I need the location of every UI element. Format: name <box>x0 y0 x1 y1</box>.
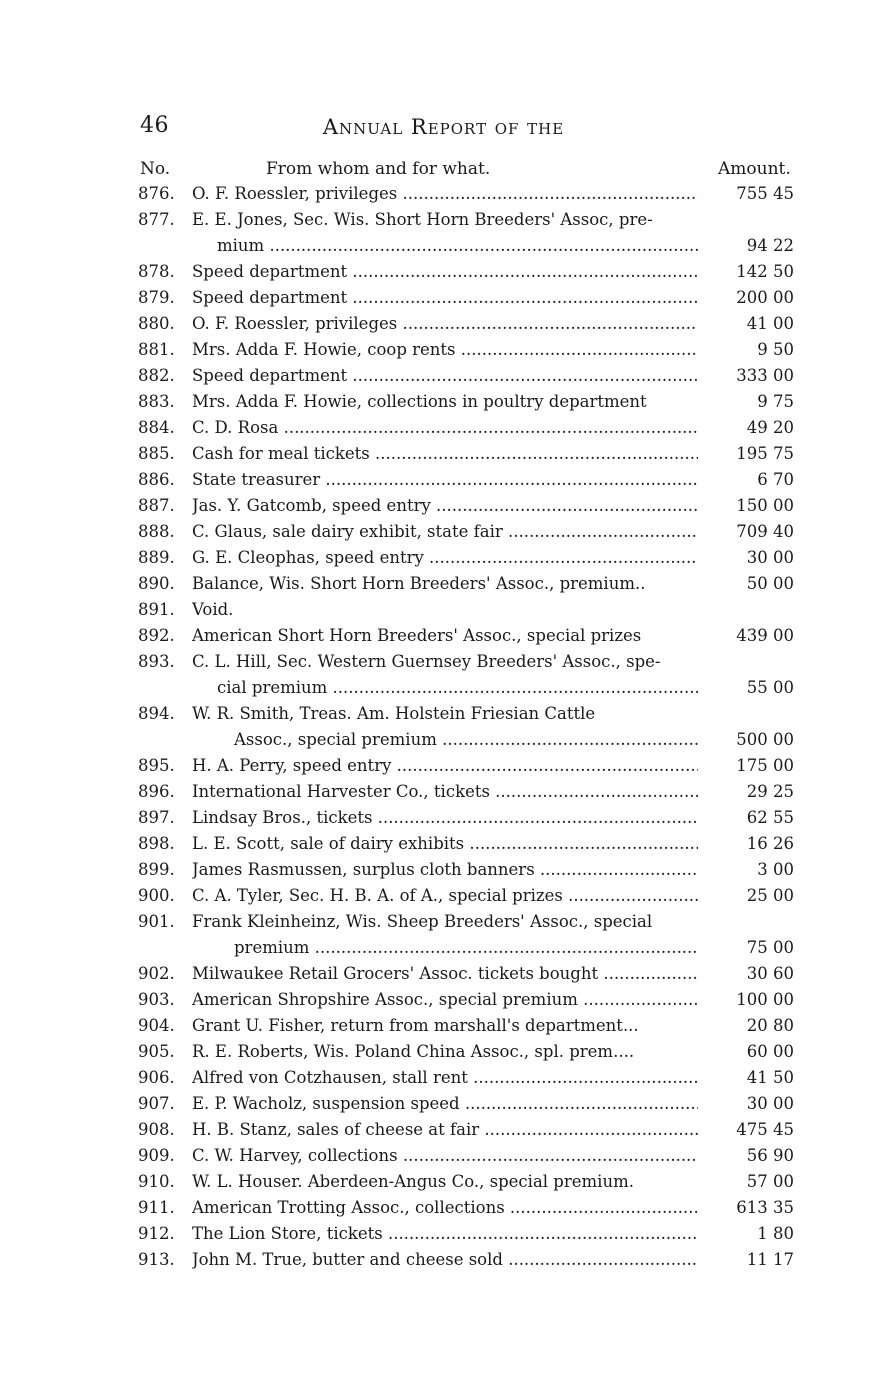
entry-number: 881. <box>138 340 175 359</box>
entry-description: Balance, Wis. Short Horn Breeders' Assoc., premium.. <box>192 574 646 593</box>
entry-amount: 20 80 <box>746 1016 794 1035</box>
entry-amount: 30 00 <box>746 548 794 567</box>
entry-number: 891. <box>138 600 175 619</box>
entry-description: H. A. Perry, speed entry ..... <box>192 753 698 779</box>
table-row <box>0 467 887 493</box>
entry-description: R. E. Roberts, Wis. Poland China Assoc., spl. prem.... <box>192 1042 635 1061</box>
entry-number: 886. <box>138 470 175 489</box>
entry-description: American Trotting Assoc., collections ..... <box>192 1195 698 1221</box>
entry-number: 878. <box>138 262 175 281</box>
entry-amount: 29 25 <box>746 782 794 801</box>
entry-number: 900. <box>138 886 175 905</box>
entry-description: Void. <box>192 600 234 619</box>
entry-amount: 9 50 <box>757 340 794 359</box>
entry-number: 890. <box>138 574 175 593</box>
entry-number: 899. <box>138 860 175 879</box>
entry-description: C. W. Harvey, collections ..... <box>192 1143 698 1169</box>
entry-description-continued: cial premium ..... <box>217 675 698 701</box>
entry-amount: 11 17 <box>746 1250 794 1269</box>
entry-amount: 200 00 <box>736 288 794 307</box>
table-row <box>0 207 887 259</box>
table-row <box>0 363 887 389</box>
entry-number: 903. <box>138 990 175 1009</box>
entry-description: Jas. Y. Gatcomb, speed entry ..... <box>192 493 698 519</box>
entry-description-continued: mium ..... <box>217 233 698 259</box>
column-header-no: No. <box>140 159 171 179</box>
entry-description: C. D. Rosa ..... <box>192 415 698 441</box>
table-row <box>0 961 887 987</box>
table-row <box>0 1013 887 1039</box>
entry-description: Mrs. Adda F. Howie, coop rents ..... <box>192 337 698 363</box>
entry-amount: 100 00 <box>736 990 794 1009</box>
entry-description: E. P. Wacholz, suspension speed ..... <box>192 1091 698 1117</box>
entry-description: International Harvester Co., tickets ..... <box>192 779 698 805</box>
entry-description: H. B. Stanz, sales of cheese at fair ..... <box>192 1117 698 1143</box>
entry-description: L. E. Scott, sale of dairy exhibits ..... <box>192 831 698 857</box>
entry-number: 902. <box>138 964 175 983</box>
entry-amount: 30 00 <box>746 1094 794 1113</box>
table-row <box>0 753 887 779</box>
entry-number: 888. <box>138 522 175 541</box>
page-number: 46 <box>140 113 169 138</box>
ledger-table <box>0 181 887 1273</box>
entry-amount: 439 00 <box>736 626 794 645</box>
entry-number: 889. <box>138 548 175 567</box>
entry-amount: 709 40 <box>736 522 794 541</box>
entry-amount: 62 55 <box>746 808 794 827</box>
entry-description: The Lion Store, tickets ..... <box>192 1221 698 1247</box>
table-row <box>0 1143 887 1169</box>
table-row <box>0 1169 887 1195</box>
entry-amount: 475 45 <box>736 1120 794 1139</box>
entry-amount: 60 00 <box>746 1042 794 1061</box>
entry-number: 908. <box>138 1120 175 1139</box>
entry-description: Frank Kleinheinz, Wis. Sheep Breeders' Assoc., special <box>192 912 653 931</box>
entry-description: Speed department ..... <box>192 259 698 285</box>
entry-number: 893. <box>138 652 175 671</box>
entry-description: Lindsay Bros., tickets ..... <box>192 805 698 831</box>
entry-description: American Short Horn Breeders' Assoc., special prizes <box>192 626 642 645</box>
column-header-amount: Amount. <box>718 159 791 179</box>
entry-amount: 41 50 <box>746 1068 794 1087</box>
running-head: Annual Report of the <box>322 115 565 139</box>
entry-number: 877. <box>138 210 175 229</box>
entry-number: 901. <box>138 912 175 931</box>
entry-amount: 50 00 <box>746 574 794 593</box>
entry-number: 910. <box>138 1172 175 1191</box>
entry-description: W. L. Houser. Aberdeen-Angus Co., special premium. <box>192 1172 634 1191</box>
entry-description: C. L. Hill, Sec. Western Guernsey Breeders' Assoc., spe- <box>192 652 661 671</box>
entry-description: Alfred von Cotzhausen, stall rent ..... <box>192 1065 698 1091</box>
entry-description: Mrs. Adda F. Howie, collections in poultry department <box>192 392 647 411</box>
entry-amount: 500 00 <box>736 730 794 749</box>
table-row <box>0 519 887 545</box>
entry-number: 895. <box>138 756 175 775</box>
entry-number: 892. <box>138 626 175 645</box>
table-row <box>0 285 887 311</box>
table-row <box>0 649 887 701</box>
entry-number: 883. <box>138 392 175 411</box>
entry-description-continued: Assoc., special premium ..... <box>234 727 698 753</box>
table-row <box>0 259 887 285</box>
entry-amount: 57 00 <box>746 1172 794 1191</box>
table-row <box>0 415 887 441</box>
entry-amount: 333 00 <box>736 366 794 385</box>
entry-amount: 56 90 <box>746 1146 794 1165</box>
table-row <box>0 571 887 597</box>
entry-number: 898. <box>138 834 175 853</box>
entry-number: 885. <box>138 444 175 463</box>
entry-amount: 175 00 <box>736 756 794 775</box>
table-row <box>0 831 887 857</box>
column-header-from: From whom and for what. <box>266 159 491 179</box>
entry-number: 897. <box>138 808 175 827</box>
table-row <box>0 883 887 909</box>
entry-amount: 41 00 <box>746 314 794 333</box>
entry-amount: 25 00 <box>746 886 794 905</box>
entry-number: 909. <box>138 1146 175 1165</box>
entry-amount: 195 75 <box>736 444 794 463</box>
table-row <box>0 493 887 519</box>
entry-amount: 94 22 <box>746 236 794 255</box>
entry-number: 907. <box>138 1094 175 1113</box>
entry-number: 896. <box>138 782 175 801</box>
table-row <box>0 1091 887 1117</box>
table-row <box>0 1247 887 1273</box>
entry-description: Cash for meal tickets ..... <box>192 441 698 467</box>
entry-amount: 16 26 <box>746 834 794 853</box>
entry-amount: 142 50 <box>736 262 794 281</box>
entry-number: 887. <box>138 496 175 515</box>
entry-description: Speed department ..... <box>192 363 698 389</box>
table-row <box>0 311 887 337</box>
table-row <box>0 441 887 467</box>
table-row <box>0 805 887 831</box>
entry-number: 911. <box>138 1198 175 1217</box>
table-row <box>0 597 887 623</box>
entry-amount: 150 00 <box>736 496 794 515</box>
table-row <box>0 1065 887 1091</box>
entry-amount: 6 70 <box>757 470 794 489</box>
table-row <box>0 909 887 961</box>
entry-description: C. A. Tyler, Sec. H. B. A. of A., special prizes ..... <box>192 883 698 909</box>
entry-description: C. Glaus, sale dairy exhibit, state fair ..... <box>192 519 698 545</box>
table-row <box>0 389 887 415</box>
entry-number: 912. <box>138 1224 175 1243</box>
entry-description: State treasurer ..... <box>192 467 698 493</box>
entry-number: 876. <box>138 184 175 203</box>
entry-amount: 613 35 <box>736 1198 794 1217</box>
table-row <box>0 1117 887 1143</box>
entry-number: 880. <box>138 314 175 333</box>
entry-description: Speed department ..... <box>192 285 698 311</box>
table-row <box>0 701 887 753</box>
entry-description: American Shropshire Assoc., special premium ..... <box>192 987 698 1013</box>
entry-description: E. E. Jones, Sec. Wis. Short Horn Breeders' Assoc, pre- <box>192 210 653 229</box>
entry-description: O. F. Roessler, privileges ..... <box>192 311 698 337</box>
entry-number: 905. <box>138 1042 175 1061</box>
entry-description: John M. True, butter and cheese sold ..... <box>192 1247 698 1273</box>
entry-amount: 75 00 <box>746 938 794 957</box>
entry-description: Grant U. Fisher, return from marshall's department... <box>192 1016 639 1035</box>
entry-number: 882. <box>138 366 175 385</box>
table-row <box>0 623 887 649</box>
entry-number: 894. <box>138 704 175 723</box>
table-row <box>0 779 887 805</box>
table-row <box>0 181 887 207</box>
table-row <box>0 1039 887 1065</box>
entry-amount: 1 80 <box>757 1224 794 1243</box>
entry-amount: 30 60 <box>746 964 794 983</box>
entry-amount: 49 20 <box>746 418 794 437</box>
entry-description: G. E. Cleophas, speed entry ..... <box>192 545 698 571</box>
entry-amount: 55 00 <box>746 678 794 697</box>
entry-description-continued: premium ..... <box>234 935 698 961</box>
table-row <box>0 987 887 1013</box>
table-row <box>0 857 887 883</box>
entry-description: Milwaukee Retail Grocers' Assoc. tickets bought ..... <box>192 961 698 987</box>
entry-description: W. R. Smith, Treas. Am. Holstein Friesian Cattle <box>192 704 596 723</box>
entry-amount: 3 00 <box>757 860 794 879</box>
entry-amount: 755 45 <box>736 184 794 203</box>
table-row <box>0 1195 887 1221</box>
entry-number: 904. <box>138 1016 175 1035</box>
table-row <box>0 1221 887 1247</box>
entry-number: 913. <box>138 1250 175 1269</box>
entry-number: 906. <box>138 1068 175 1087</box>
entry-number: 879. <box>138 288 175 307</box>
entry-description: James Rasmussen, surplus cloth banners ..... <box>192 857 698 883</box>
table-row <box>0 337 887 363</box>
entry-description: O. F. Roessler, privileges ..... <box>192 181 698 207</box>
entry-number: 884. <box>138 418 175 437</box>
table-row <box>0 545 887 571</box>
entry-amount: 9 75 <box>757 392 794 411</box>
